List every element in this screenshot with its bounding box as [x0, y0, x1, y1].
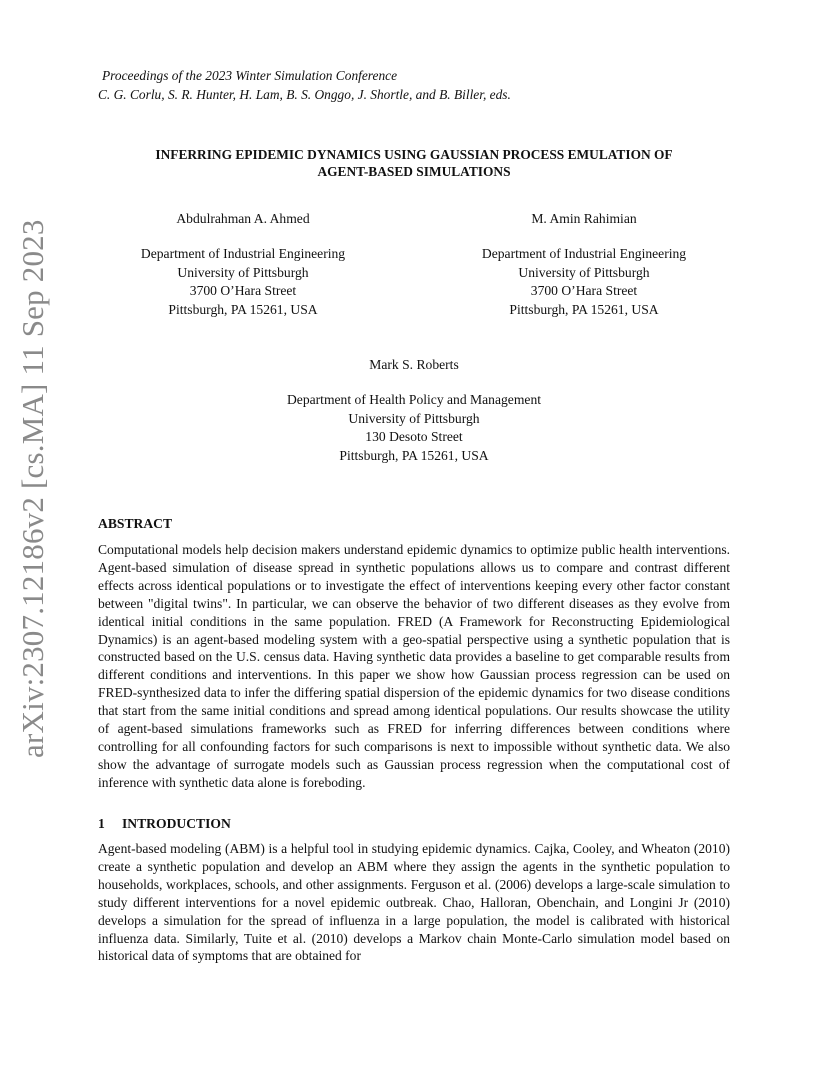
author-city: Pittsburgh, PA 15261, USA — [168, 301, 318, 317]
arxiv-stamp: arXiv:2307.12186v2 [cs.MA] 11 Sep 2023 — [15, 219, 50, 758]
author-name: M. Amin Rahimian — [531, 211, 637, 226]
paper-title — [98, 146, 730, 180]
author-block-3 — [250, 356, 578, 465]
author-department: Department of Industrial Engineering — [140, 246, 346, 262]
author-department: Department of Industrial Engineering — [481, 246, 687, 262]
author-street: 130 Desoto Street — [365, 429, 463, 445]
proceedings-title: Proceedings of the 2023 Winter Simulation Conference — [102, 68, 398, 83]
section-title: INTRODUCTION — [122, 816, 231, 831]
author-block-1 — [112, 210, 374, 319]
author-street: 3700 O’Hara Street — [189, 283, 297, 299]
proceedings-header — [98, 66, 511, 104]
introduction-heading — [98, 815, 231, 833]
author-department: Department of Health Policy and Management — [286, 392, 542, 408]
author-institution: University of Pittsburgh — [518, 264, 650, 280]
author-institution: University of Pittsburgh — [348, 410, 480, 426]
paper-title-line-2: AGENT-BASED SIMULATIONS — [317, 164, 511, 179]
abstract-heading: ABSTRACT — [98, 516, 173, 531]
author-name: Abdulrahman A. Ahmed — [176, 211, 310, 226]
author-city: Pittsburgh, PA 15261, USA — [509, 301, 659, 317]
section-number: 1 — [98, 816, 105, 831]
author-institution: University of Pittsburgh — [177, 264, 309, 280]
introduction-text: Agent-based modeling (ABM) is a helpful tool in studying epidemic dynamics. Cajka, Cooley, and Wheaton (2010) create a synthetic population and develop an ABM where they assign the agents in the synthetic population to households, workplaces, schools, and other assignments. Ferguson et al. (2006) develops a large-scale simulation to study different interventions for a novel epidemic outbreak. Chao, Halloran, Obenchain, and Longini Jr (2010) develops a simulation for the spread of influenza in a large population, the model is calibrated with historical influenza data. Similarly, Tuite et al. (2010) develops a Markov chain Monte-Carlo simulation model based on historical data of symptoms that are obtained for — [98, 841, 730, 964]
author-block-2 — [453, 210, 715, 319]
abstract-text: Computational models help decision makers understand epidemic dynamics to optimize public health interventions. Agent-based simulation of disease spread in synthetic populations allows us to compare and contrast different effects across identical populations or to investigate the effect of interventions keeping every other factor constant between "digital twins". In particular, we can observe the behavior of two different diseases as they evolve from identical initial conditions in the same population. FRED (A Framework for Reconstructing Epidemiological Dynamics) is an agent-based modeling system with a geo-spatial perspective using a synthetic population that is constructed based on the U.S. census data. Having synthetic data provides a baseline to get comparable results from different conditions and interventions. In this paper we show how Gaussian process regression can be used on FRED-synthesized data to infer the differing spatial dispersion of the epidemic dynamics for two disease conditions that start from the same initial conditions and spread among identical populations. Our results showcase the utility of agent-based simulations frameworks such as FRED for inferring differences between conditions where controlling for all confounding factors for such comparisons is next to impossible without synthetic data. We also show the advantage of surrogate models such as Gaussian process regression when the computational cost of inference with synthetic data alone is foreboding. — [98, 542, 730, 790]
proceedings-editors: C. G. Corlu, S. R. Hunter, H. Lam, B. S. Onggo, J. Shortle, and B. Biller, eds. — [98, 87, 511, 102]
author-street: 3700 O’Hara Street — [530, 283, 638, 299]
author-city: Pittsburgh, PA 15261, USA — [339, 447, 489, 463]
paper-title-line-1: INFERRING EPIDEMIC DYNAMICS USING GAUSSIAN PROCESS EMULATION OF — [155, 147, 673, 162]
author-name: Mark S. Roberts — [369, 357, 459, 372]
